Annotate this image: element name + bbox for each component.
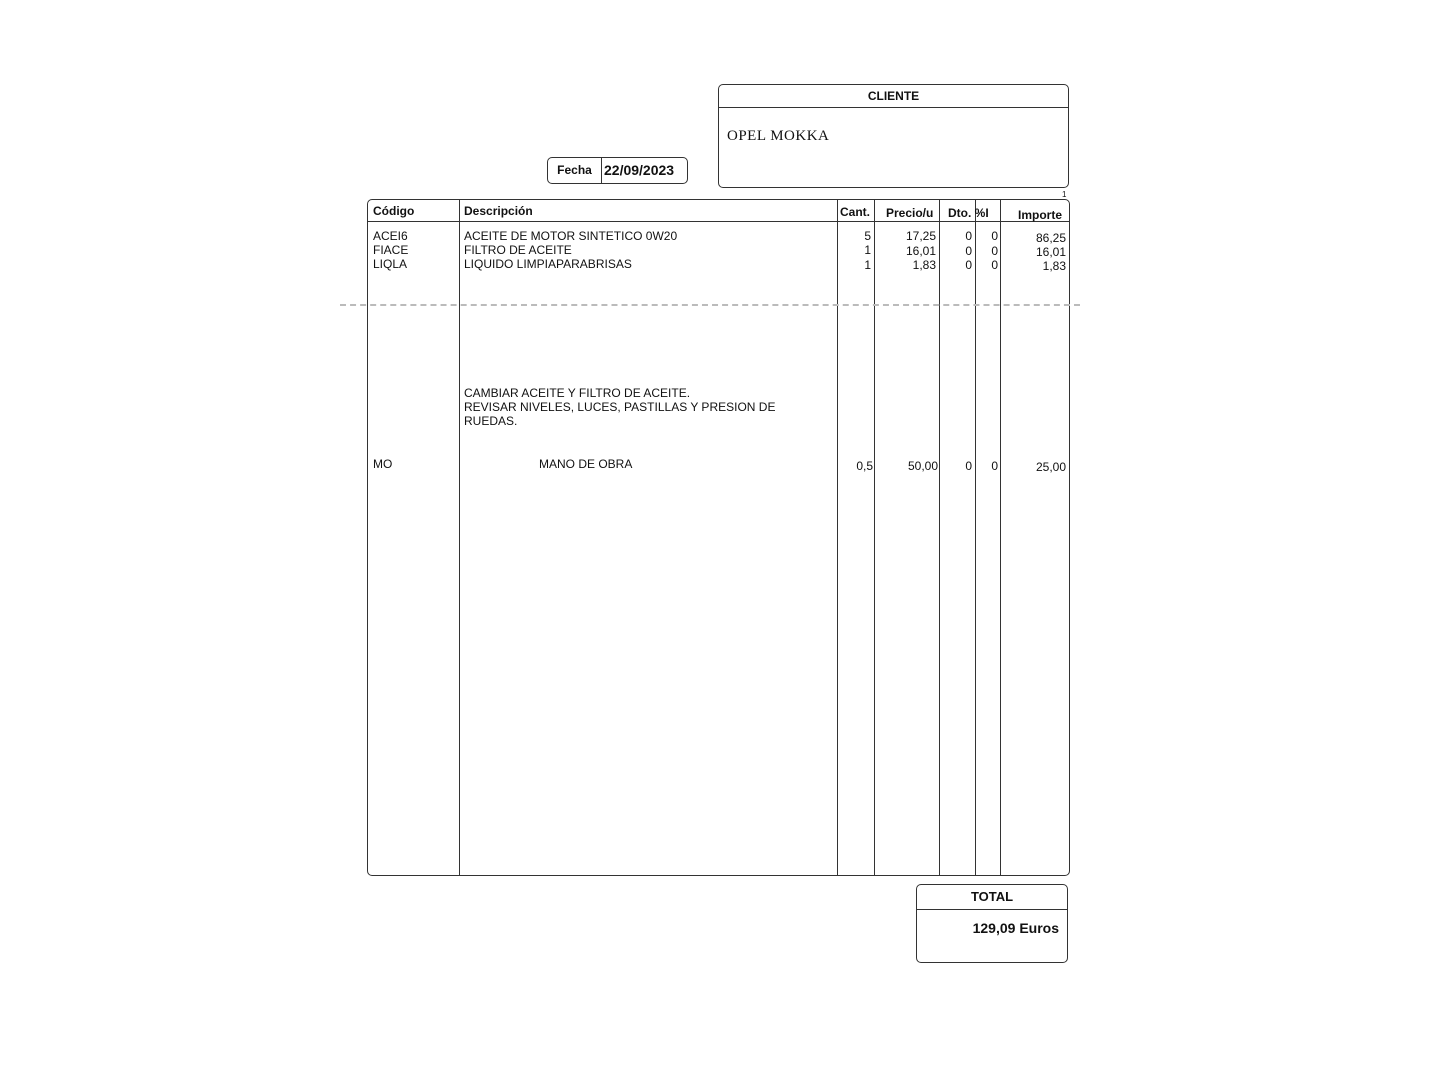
date-value: 22/09/2023	[604, 162, 675, 178]
row3-dto: 0	[965, 258, 972, 272]
row1-iva: 0	[991, 229, 998, 243]
header-codigo: Código	[373, 204, 415, 218]
row2-cant: 1	[864, 243, 871, 257]
row2-importe: 16,01	[1035, 245, 1066, 259]
header-dto: Dto. %I	[948, 206, 989, 220]
date-box	[547, 157, 688, 184]
total-header: TOTAL	[917, 885, 1067, 910]
total-value: 129,09 Euros	[972, 920, 1059, 936]
row3-descripcion: LIQUIDO LIMPIAPARABRISAS	[464, 257, 632, 271]
row3-codigo: LIQLA	[373, 257, 408, 271]
row1-descripcion: ACEITE DE MOTOR SINTETICO 0W20	[464, 229, 678, 243]
column-divider	[837, 200, 838, 875]
row2-iva: 0	[991, 244, 998, 258]
items-table	[367, 199, 1070, 876]
row2-codigo: FIACE	[373, 243, 409, 257]
column-divider	[939, 200, 940, 875]
row1-dto: 0	[965, 229, 972, 243]
row2-descripcion: FILTRO DE ACEITE	[464, 243, 572, 257]
labor-precio: 50,00	[907, 459, 938, 473]
row3-importe: 1,83	[1042, 259, 1066, 273]
row1-codigo: ACEI6	[373, 229, 408, 243]
row2-dto: 0	[965, 244, 972, 258]
row2-precio: 16,01	[905, 244, 936, 258]
date-label: Fecha	[548, 158, 602, 183]
total-box	[916, 884, 1068, 963]
labor-iva: 0	[991, 459, 998, 473]
client-box	[718, 84, 1069, 188]
row3-precio: 1,83	[912, 258, 936, 272]
note-line: CAMBIAR ACEITE Y FILTRO DE ACEITE.	[464, 386, 691, 400]
column-divider	[874, 200, 875, 875]
header-precio: Precio/u	[886, 206, 934, 220]
scan-artifact-line	[340, 304, 1080, 306]
column-divider	[1000, 200, 1001, 875]
header-descripcion: Descripción	[464, 204, 533, 218]
column-divider	[975, 200, 976, 875]
page-number: 1	[1062, 190, 1067, 199]
row1-importe: 86,25	[1035, 231, 1066, 245]
note-line: RUEDAS.	[464, 414, 518, 428]
client-name: OPEL MOKKA	[727, 128, 830, 144]
row1-cant: 5	[864, 229, 871, 243]
labor-codigo: MO	[373, 457, 393, 471]
labor-descripcion: MANO DE OBRA	[539, 457, 633, 471]
row3-iva: 0	[991, 258, 998, 272]
labor-dto: 0	[965, 459, 972, 473]
row1-precio: 17,25	[905, 229, 936, 243]
note-line: REVISAR NIVELES, LUCES, PASTILLAS Y PRESION DE	[464, 400, 776, 414]
header-cant: Cant.	[840, 205, 870, 219]
labor-importe: 25,00	[1035, 460, 1066, 474]
client-header: CLIENTE	[719, 85, 1068, 108]
header-divider	[368, 221, 1069, 222]
header-importe: Importe	[1018, 208, 1063, 222]
labor-cant: 0,5	[856, 459, 873, 473]
column-divider	[459, 200, 460, 875]
row3-cant: 1	[864, 258, 871, 272]
